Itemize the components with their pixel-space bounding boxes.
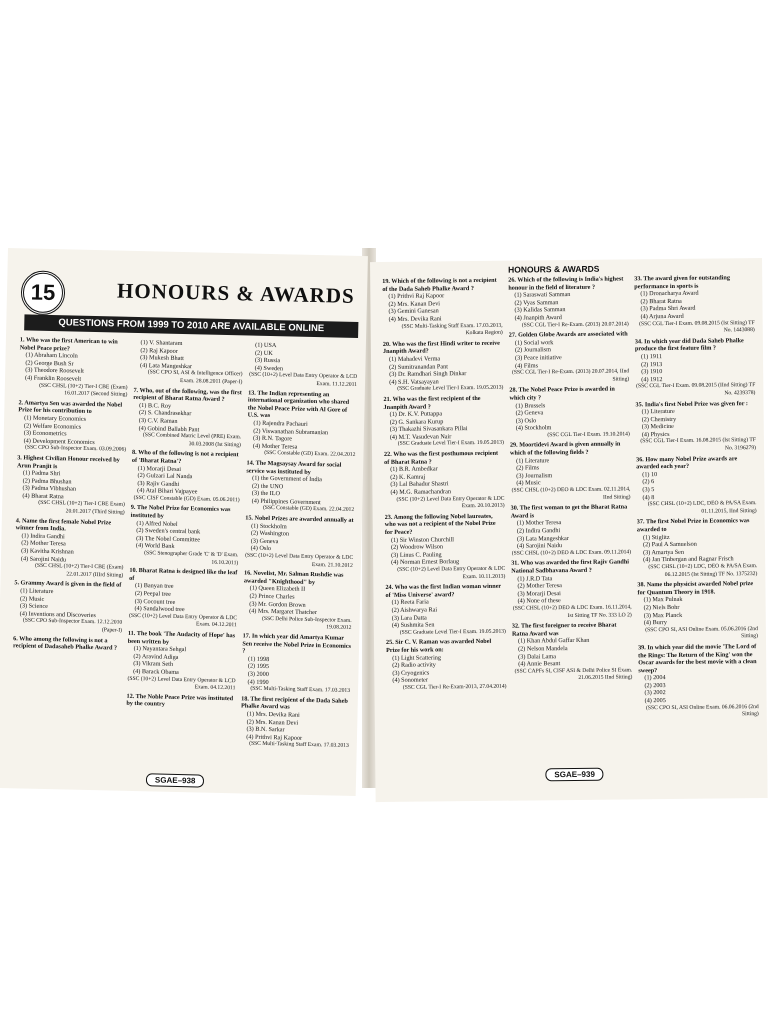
answer-option: (4) Inventions and Discoveries — [19, 610, 96, 619]
answer-option: (2) Padma Bhushan — [22, 477, 72, 486]
question-text: 26. Which of the following is India's highest honour in the field of literature ? — [508, 275, 624, 292]
answer-option: (4) Sarojini Naidu — [20, 554, 67, 564]
answer-option: (1) Mahadevi Verma — [389, 355, 441, 363]
question-text: 7. Who, out of the following, was the first recipient of Bharat Ratna Award ? — [133, 386, 242, 404]
question-item — [19, 336, 129, 399]
question-text: 8. Who of the following is not a recipient of 'Bharat Ratna'? — [131, 449, 239, 465]
exam-source: (SSC (10+2) Level Data Entry Operator & LDC Exam. 04.12.2011 — [128, 612, 238, 629]
answer-option: (3) Padma Vibhushan — [22, 484, 77, 493]
question-item — [383, 395, 504, 449]
question-item — [636, 455, 757, 517]
answer-option: (4) Bharat Ratna — [22, 492, 64, 501]
question-item — [383, 339, 504, 393]
question-text: 3. Highest Civilian Honour received by Arun Pranjit is — [16, 454, 120, 470]
answer-option: (4) Sushmita Sen — [391, 621, 435, 630]
answer-option: (2) S. Chandrasekhar — [138, 409, 192, 418]
answer-option: (2) Films — [516, 464, 540, 472]
answer-option: (4) Gobind Ballabh Pant — [138, 424, 200, 433]
answer-option: (2) Paul A Samuelson — [642, 540, 697, 549]
answer-option: (4) Franklin Roosevelt — [24, 374, 82, 383]
question-item — [510, 441, 631, 503]
answer-option: (1) Dronacharya Award — [640, 289, 699, 298]
answer-option: (3) Science — [19, 602, 48, 611]
answer-option: (1) B.C. Roy — [139, 401, 172, 410]
answer-option: (1) V. Shantaram — [140, 339, 183, 347]
question-item — [635, 400, 756, 454]
answer-option: (1) Mrs. Devika Rani — [246, 710, 300, 719]
answer-option: (4) Arjuna Award — [640, 312, 684, 321]
question-text: 14. The Magsaysay Award for social service was instituted by — [246, 459, 342, 476]
answer-option: (4) Development Economics — [23, 437, 95, 446]
answer-option: (4) Barack Obama — [133, 667, 179, 676]
question-item — [511, 504, 632, 558]
exam-source: (SSC Combined Matric Level (PRE) Exam. 30.03.2008 (Ist Sitting) — [142, 432, 242, 449]
question-text: 15. Nobel Prizes are awarded annually at — [245, 514, 354, 524]
answer-option: (2) Viswanathan Subramanian — [253, 427, 329, 436]
answer-option: (1) Prithvi Raj Kapoor — [388, 292, 445, 301]
question-text: 31. Who was awarded the first Rajiv Gandhi National Sadbhavana Award ? — [511, 558, 630, 575]
exam-source: (SSC CHSL (10+2) DEO & LDC Exam. 09.11.2014) — [511, 549, 632, 557]
question-item — [512, 622, 633, 684]
question-text: 33. The award given for outstanding performance in sports is — [634, 274, 730, 290]
answer-option: (3) Oslo — [515, 417, 537, 425]
answer-option: (3) Kavitha Krishnan — [21, 547, 74, 556]
exam-source: (SSC CHSL (10+2) LDC, DEO & PA/SA Exam. 06.12.2015 (Ist Sitting) TF No. 1375232) — [648, 563, 758, 578]
answer-option: (1) Max Pulnak — [643, 596, 683, 604]
answer-option: (4) Physics — [641, 430, 670, 439]
question-text: 5. Grammy Award is given in the field of — [14, 579, 122, 590]
answer-option: (2) Raj Kapoor — [140, 346, 178, 355]
question-text: 19. Which of the following is not a recipient of the Dada Saheb Phalke Award ? — [382, 276, 497, 293]
answer-option: (3) Vikram Seth — [133, 660, 174, 669]
answer-option: (3) Cocount tree — [134, 597, 176, 606]
answer-option: (3) Mr. Gordon Brown — [249, 600, 306, 609]
page-footer: SGAE–939 — [545, 768, 604, 782]
answer-option: (2) 1995 — [247, 662, 270, 671]
answer-option: (1) Rajendra Pachauri — [253, 419, 308, 428]
exam-source: (SSC Multi-Tasking Staff Exam. 17.03.2013 — [250, 685, 351, 694]
exam-source: (SSC CGL Tier-I Exam. 09.08.2015 (IInd Sitting) TF No. 4239378) — [636, 382, 756, 397]
answer-option: (3) Dalai Lama — [518, 652, 556, 661]
question-item — [15, 517, 125, 580]
answer-option: (2) Sweden's central bank — [136, 527, 201, 536]
answer-option: (3) Journalism — [516, 472, 553, 480]
answer-option: (2) Vyas Samman — [514, 298, 559, 307]
question-text: 13. The Indian representing an international organization who shared the Nobel Peace Prize with Al Gore of U.S. was — [247, 389, 350, 420]
question-item — [508, 275, 629, 329]
question-item — [635, 337, 756, 399]
question-item — [386, 638, 507, 692]
question-item — [240, 695, 350, 751]
exam-source: (SSC CPO Sub-Inspector Exam. 03.09.2006) — [24, 444, 127, 454]
answer-option: (1) Monetary Economics — [24, 414, 87, 423]
answer-option: (2) Geneva — [515, 409, 544, 417]
question-text: 36. How many Nobel Prize awards are awarded each year? — [636, 454, 738, 471]
page-footer: SGAE–938 — [146, 773, 205, 787]
answer-option: (1) B.R. Ambedkar — [390, 465, 438, 474]
left-columns — [11, 336, 358, 752]
exam-source: (SSC Multi-Tasking Staff Exam. 17.03.2013, Kolkata Region) — [401, 322, 503, 337]
answer-option: (2) UK — [254, 349, 273, 357]
question-text: 39. In which year did the movie 'The Lord of the Rings: The Return of the King' won the Oscar awards for the best movie with a clean sweep? — [638, 642, 757, 675]
chapter-number-badge: 15 — [20, 270, 65, 315]
question-text: 1. Who was the first American to win Nobel Peace prize? — [19, 336, 118, 353]
question-item — [128, 567, 238, 630]
exam-source: (SSC CPO SI, ASI Online Exam. 05.06.2016 (2nd Sitting) — [645, 625, 758, 640]
answer-option: (2) Nelson Mandela — [518, 644, 568, 653]
answer-option: (2) Mrs. Kanan Devi — [388, 300, 441, 308]
answer-option: (3) C.V. Raman — [138, 416, 178, 425]
question-text: 20. Who was the first Hindi writer to receive Jnanpith Award? — [382, 339, 500, 356]
running-head: HONOURS & AWARDS — [508, 263, 600, 275]
question-column — [634, 274, 759, 722]
answer-option: (4) Films — [515, 361, 539, 370]
answer-option: (3) Econometrics — [23, 429, 67, 438]
answer-option: (1) Literature — [516, 456, 550, 465]
answer-option: (1) Literature — [641, 408, 675, 416]
question-text: 37. The first Nobel Prize in Economics was awarded to — [636, 517, 750, 534]
question-text: 28. The Nobel Peace Prize is awarded in which city ? — [509, 385, 615, 402]
question-column — [11, 336, 129, 747]
question-text: 25. Sir C. V. Raman was awarded Nobel Prize for his work on: — [385, 638, 492, 654]
exam-source: (SSC CAPFs SI, CISF ASI & Delhi Police SI Exam. 21.06.2015 IInd Sitting) — [514, 667, 633, 682]
exam-source: (SSC CGL Tier-I Exam. 16.08.2015 (Ist Sitting) TF No. 3196279) — [640, 437, 757, 452]
question-text: 9. The Nobel Prize for Economics was instituted by — [130, 504, 231, 520]
answer-option: (2) Peepal tree — [134, 589, 172, 598]
answer-option: (4) Lata Mangeshkar — [139, 361, 193, 370]
answer-option: (4) Stockholm — [515, 424, 552, 432]
question-item — [637, 580, 758, 642]
exam-source: (SSC Graduate Level Tier-I Exam. 19.05.2013) — [399, 628, 506, 636]
answer-option: (4) M.T. Vasudevan Nair — [389, 433, 452, 441]
answer-option: (1) USA — [255, 341, 277, 350]
question-text: 12. The Noble Peace Prize was instituted by the country — [126, 692, 234, 708]
question-item — [509, 331, 630, 385]
answer-option: (4) 1990 — [247, 678, 269, 686]
answer-option: (3) Theodore Roosevelt — [25, 366, 84, 376]
answer-option: (2) Sumitranandan Pant — [389, 362, 448, 371]
exam-source: (SSC CGL Tier-I Exam. 19.10.2014) — [547, 431, 630, 439]
answer-option: (4) Oslo — [250, 545, 272, 553]
exam-source: (SSC (10+2) Level Data Entry Operator & LCD Exam. 11.12.2011 — [249, 371, 358, 388]
answer-option: (3) Morarji Desai — [517, 589, 561, 598]
answer-option: (4) Atal Bihari Vajpayee — [137, 487, 198, 496]
online-banner: QUESTIONS FROM 1999 TO 2010 ARE AVAILABLE ONLINE — [24, 314, 358, 338]
exam-source: (SSC CGL Tier-I Re-Exam. (2013) 20.07.2014, IInd Sitting) — [512, 368, 630, 383]
exam-source: (SSC CHSL (10+2) Tier-I CBE (Exam) 22.01.2017 (IIIrd Sitting) — [34, 562, 124, 579]
answer-option: (2) 6 — [642, 478, 655, 486]
answer-option: (3) Mukesh Bhatt — [140, 354, 184, 363]
exam-source: (SSC CGL Tier-I Exam. 09.08.2015 (Ist Sitting) TF No. 1443088) — [639, 319, 755, 334]
question-column — [508, 275, 633, 723]
answer-option: (2) Mother Teresa — [21, 539, 66, 548]
question-text: 30. The first woman to get the Bharat Ratna Award is — [510, 503, 628, 520]
question-item — [248, 341, 358, 389]
question-item — [385, 513, 506, 583]
answer-option: (1) Literature — [20, 587, 54, 596]
question-item — [17, 399, 127, 455]
question-item — [127, 630, 237, 693]
answer-option: (2) K. Kamraj — [390, 473, 426, 481]
question-text: 29. Moortidevi Award is given annually in which of the following fields ? — [509, 440, 621, 457]
answer-option: (2) Aishwarya Rai — [391, 606, 438, 614]
answer-option: (2) Chemistry — [641, 415, 677, 423]
answer-option: (2) Gulzari Lal Nanda — [137, 472, 193, 481]
question-column — [240, 341, 358, 752]
question-item — [126, 693, 235, 711]
answer-option: (4) 2005 — [644, 697, 666, 705]
answer-option: (1) Indira Gandhi — [21, 532, 65, 541]
question-text: 23. Among the following Nobel laureates, who was not a recipient of the Nobel Prize for Peace? — [384, 512, 496, 536]
question-text: 24. Who was the first Indian woman winner of 'Miss Universe' award? — [385, 582, 502, 599]
answer-option: (2) Washington — [250, 529, 290, 538]
answer-option: (1) the Government of India — [252, 474, 323, 484]
question-item — [132, 386, 242, 449]
exam-source: (SSC CHSL (10+2) DEO & LDC Exam. 02.11.2014, IInd Sitting) — [511, 486, 631, 501]
answer-option: (1) Abraham Lincoln — [25, 351, 78, 360]
answer-option: (4) 1912 — [641, 375, 663, 383]
answer-option: (3) Amartya Sen — [643, 548, 685, 557]
answer-option: (3) The Nobel Committee — [136, 534, 201, 544]
answer-option: (2) Mrs. Kanan Devi — [246, 718, 299, 727]
exam-source: (SSC CGL Tier-I Re-Exam. (2013) 20.07.2014) — [521, 320, 629, 329]
question-item — [134, 339, 244, 387]
answer-option: (2) George Bush Sr — [25, 359, 74, 368]
question-item — [511, 559, 632, 621]
answer-option: (1) Padma Shri — [22, 469, 61, 478]
answer-option: (2) Woodrow Wilson — [390, 543, 444, 552]
answer-option: (1) Queen Elizabeth II — [249, 584, 306, 594]
answer-option: (4) Prithvi Raj Kapoor — [246, 733, 303, 742]
answer-option: (1) Banyan tree — [134, 582, 174, 591]
exam-source: (SSC CPO SI, ASI Online Exam. 06.06.2016 (2nd Sitting) — [646, 703, 759, 718]
question-text: 4. Name the first female Nobel Prize winner from India. — [15, 516, 112, 533]
answer-option: (3) Max Planck — [643, 611, 683, 619]
answer-option: (4) M.G. Ramachandran — [390, 488, 451, 496]
answer-option: (3) Gemini Ganesan — [388, 307, 439, 316]
question-text: 6. Who among the following is not a recipient of Dadasaheb Phalke Award ? — [12, 634, 118, 652]
answer-option: (1) Light Scattering — [392, 653, 442, 662]
answer-option: (4) Sonometer — [392, 676, 429, 685]
answer-option: (3) 2000 — [247, 670, 269, 678]
exam-source: (SSC CPO Sub-Inspector Exam. 12.12.2010 (Paper-I) — [22, 617, 123, 634]
answer-option: (1) Stockholm — [251, 522, 287, 531]
answer-option: (3) Padma Shri Award — [640, 305, 696, 313]
answer-option: (4) None of these — [517, 597, 561, 605]
question-text: 2. Amartya Sen was awarded the Nobel Prize for his contribution to — [18, 399, 123, 416]
answer-option: (3) 5 — [642, 486, 655, 494]
answer-option: (2) 2003 — [644, 681, 666, 690]
answer-option: (2) Radio activity — [392, 661, 436, 669]
question-text: 21. Who was the first recipient of the Jnanpith Award ? — [383, 394, 481, 411]
question-item — [637, 517, 758, 579]
answer-option: (3) 2002 — [644, 689, 666, 697]
question-item — [638, 643, 759, 720]
exam-source: (SSC CPO SI, ASI & Intelligence Officer) Exam. 28.08.2011 (Paper-I) — [147, 369, 243, 386]
answer-option: (2) Indira Gandhi — [516, 527, 561, 535]
answer-option: (1) J.R.D Tata — [517, 574, 553, 583]
answer-option: (2) G. Sankara Kurup — [389, 418, 444, 426]
question-item — [131, 449, 241, 505]
question-text: 16. Novelist, Mr. Salman Rushdie was awarded "Knighthood" by — [243, 569, 344, 586]
exam-source: (SSC Graduate Level Tier-I Exam. 19.05.2013) — [397, 440, 504, 448]
answer-option: (3) B.N. Sarkar — [246, 725, 285, 734]
answer-option: (4) 8 — [642, 493, 655, 501]
right-columns — [382, 274, 759, 725]
answer-option: (3) Thakazhi Sivasankara Pillai — [389, 425, 468, 434]
answer-option: (4) Jan Tinbergan and Ragnar Frisch — [643, 555, 734, 564]
answer-option: (2) Niels Bohr — [643, 603, 680, 612]
answer-option: (2) 1913 — [641, 360, 663, 368]
answer-option: (4) Music — [516, 479, 541, 488]
answer-option: (4) Annie Besant — [518, 660, 561, 668]
answer-option: (3) Geneva — [250, 537, 279, 546]
question-item — [130, 504, 240, 567]
question-item — [13, 580, 123, 636]
answer-option: (4) Mrs. Devika Rani — [388, 315, 442, 323]
answer-option: (1) Khan Abdul Gaffar Khan — [517, 637, 590, 645]
answer-option: (2) Music — [19, 594, 45, 603]
answer-option: (4) Burry — [643, 619, 668, 627]
question-item — [634, 274, 755, 336]
question-text: 18. The first recipient of the Dada Saheb Phalke Award was — [240, 695, 348, 711]
answer-option: (4) S.H. Vatsayayan — [389, 378, 439, 386]
answer-option: (3) Rajiv Gandhi — [137, 479, 180, 488]
answer-option: (3) Medicine — [641, 423, 674, 431]
question-column — [125, 339, 243, 750]
question-text: 27. Golden Globe Awards are associated with — [508, 330, 628, 339]
answer-option: (1) 1998 — [248, 655, 270, 663]
question-text: 22. Who was the first posthumous recipient of Bharat Ratna ? — [384, 449, 499, 466]
answer-option: (3) Lal Bahadur Shastri — [390, 480, 449, 489]
answer-option: (4) Norman Ernest Borlaug — [391, 558, 460, 567]
answer-option: (1) 1911 — [640, 352, 662, 361]
exam-source: (SSC CGL Tier-I Re-Exam-2013, 27.04.2014) — [402, 683, 507, 691]
exam-source: (SSC Delhi Police Sub-Inspector Exam. 19.08.2012 — [261, 615, 352, 632]
exam-source: (SSC Graduate Level Tier-I Exam. 19.05.2013) — [397, 385, 504, 393]
answer-option: (3) Lara Datta — [391, 614, 427, 622]
answer-option: (4) Sweden — [254, 364, 284, 373]
exam-source: (SSC CHSL (10+2) DEO & LDC Exam. 16.11.2014, Ist Sitting TF No. 333 LO 2) — [512, 604, 632, 619]
exam-source: (SSC (10+2) Level Data Entry Operator & LDC Exam. 20.10.2013) — [396, 495, 505, 510]
answer-option: (3) the ILO — [251, 489, 281, 498]
exam-source: (SSC Constable (GD) Exam. 22.04.2012 — [264, 450, 356, 459]
exam-source: (SSC (10+2) Level Data Entry Operator & LDC Exam. 21.10.2012 — [245, 552, 354, 569]
answer-option: (1) Nayantara Sehgal — [133, 645, 187, 654]
answer-option: (3) Linus C. Pauling — [391, 551, 442, 559]
question-item — [16, 454, 126, 517]
answer-option: (1) Mother Teresa — [516, 519, 562, 527]
exam-source: (SSC (10+2) Level Data Entry Operator & LCD Exam. 04.12.2011 — [127, 675, 236, 692]
answer-option: (1) Alfred Nobel — [136, 519, 178, 528]
exam-source: (SSC Constable (GD) Exam. 22.04.2012 — [262, 505, 355, 514]
answer-option: (3) Cryogenics — [392, 669, 430, 677]
question-item — [385, 583, 506, 637]
answer-option: (1) 2004 — [644, 674, 666, 682]
question-column — [382, 277, 507, 725]
question-text: 17. In which year did Amartya Kumar Sen receive the Nobel Prize in Economics ? — [242, 632, 351, 655]
question-text: 34. In which year did Dada Saheb Phalke produce the first feature film ? — [634, 336, 744, 353]
chapter-title: HONOURS & AWARDS — [116, 278, 355, 308]
answer-option: (1) Social work — [514, 338, 554, 347]
answer-option: (2) Prince Charles — [249, 592, 295, 601]
exam-source: (SSC (10+2) Level Data Entry Operator & LDC Exam. 10.11.2013) — [397, 565, 506, 580]
answer-option: (3) Dr. Ramdhari Singh Dinkar — [389, 370, 467, 379]
answer-option: (3) Russia — [254, 356, 281, 365]
left-page — [0, 248, 368, 796]
answer-option: (3) Kalidas Samman — [514, 306, 566, 314]
exam-source: (SSC CHSL (10+2) LDC, DEO & PA/SA Exam. 01.11.2015, IInd Sitting) — [647, 500, 757, 515]
answer-option: (3) Lata Mangeshkar — [516, 534, 569, 543]
exam-source: (SSC Multi-Tasking Staff Exam. 17.03.2013 — [249, 740, 349, 750]
question-item — [247, 389, 357, 460]
question-item — [509, 386, 630, 440]
answer-option: (3) 1910 — [641, 368, 663, 376]
answer-option: (3) R.N. Tagore — [253, 434, 293, 443]
answer-option: (2) Welfare Economics — [23, 421, 82, 431]
answer-option: (4) World Bank — [135, 542, 175, 551]
exam-source: (SSC CHSL (10+2) Tier-I CBE (Exam) 16.01.2017 (Second Sitting) — [39, 382, 128, 398]
exam-source: (SSC Stenographer Grade 'C' & 'D' Exam. 16.10.2011) — [144, 550, 239, 566]
answer-option: (1) Brussels — [515, 401, 546, 410]
exam-source: (SSC CISF Constable (GD) Exam. 05.06.2011) — [133, 494, 240, 504]
question-text: 11. The book 'The Audacity of Hope' has been written by — [127, 629, 236, 646]
answer-option: (1) Morarji Desai — [137, 464, 182, 473]
answer-option: (1) Stiglitz — [642, 533, 670, 541]
answer-option: (1) 10 — [642, 470, 658, 479]
question-item — [244, 515, 354, 571]
answer-option: (2) the UNO — [251, 482, 284, 490]
question-item — [245, 459, 355, 515]
question-item — [382, 277, 503, 339]
answer-option: (3) Peace initiative — [514, 354, 562, 362]
question-text: 38. Name the physicist awarded Nobel prize for Quantum Theory in 1918. — [637, 580, 754, 597]
question-text: 32. The first foreigner to receive Bharat Ratna Award was — [511, 621, 617, 638]
answer-option: (1) Reeta Faria — [391, 598, 429, 607]
answer-option: (4) Mrs. Margaret Thatcher — [249, 607, 318, 617]
answer-option: (1) Dr. K.V. Puttappa — [389, 410, 443, 419]
question-item — [241, 632, 351, 695]
answer-option: (2) Journalism — [514, 346, 551, 354]
question-item — [13, 635, 122, 653]
question-text: 35. India's first Nobel Prize was given for : — [635, 399, 749, 408]
answer-option: (4) Sandalwood tree — [134, 605, 185, 614]
answer-option: (2) Bharat Ratna — [640, 297, 682, 306]
answer-option: (1) Saraswati Samman — [514, 291, 571, 299]
answer-option: (1) Sir Winston Churchill — [390, 535, 455, 544]
answer-option: (4) Jnanpith Award — [514, 314, 562, 322]
question-item — [243, 570, 353, 633]
answer-option: (4) Philippines Government — [251, 497, 321, 507]
answer-option: (2) Aravind Adiga — [133, 652, 179, 661]
answer-option: (4) Sarojini Naidu — [516, 542, 563, 550]
answer-option: (4) Mother Teresa — [252, 442, 298, 451]
answer-option: (2) Mother Teresa — [517, 582, 562, 590]
right-page — [370, 258, 768, 802]
question-text: 10. Bharat Ratna is designed like the leaf of — [129, 567, 238, 582]
question-item — [384, 450, 505, 512]
exam-source: (SSC CHSL (10+2) Tier-I CBE Exam) 20.01.2017 (Third Sitting) — [38, 500, 125, 516]
